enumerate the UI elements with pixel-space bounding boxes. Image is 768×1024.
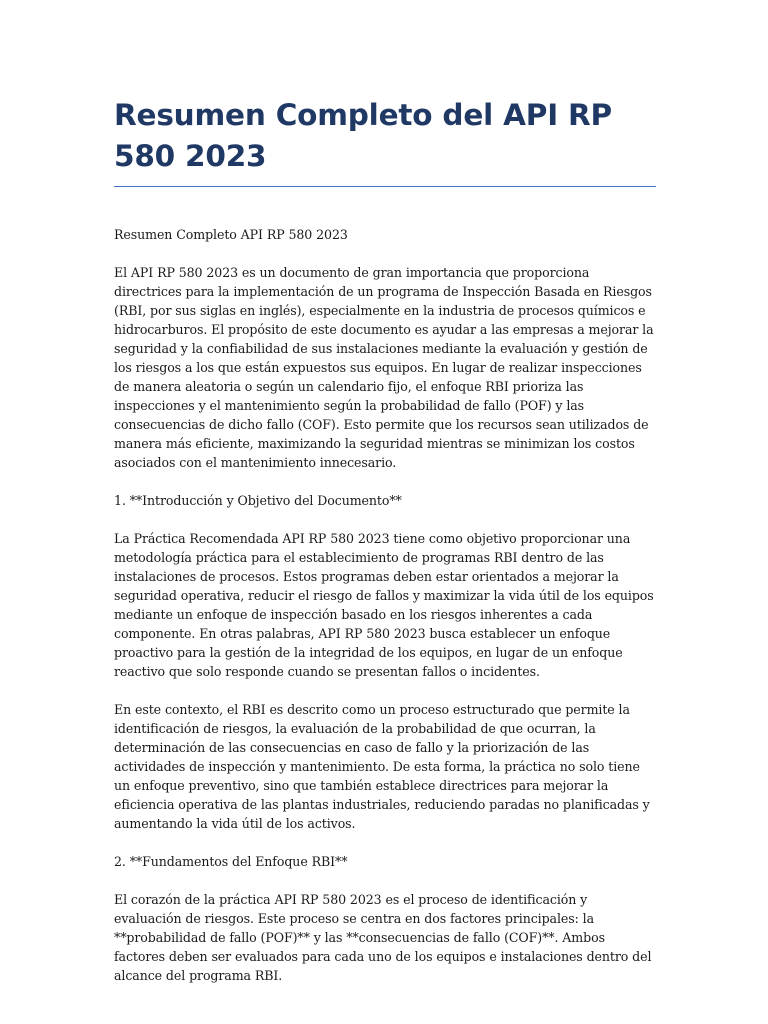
document-body [114,225,656,985]
section-heading-2: 2. **Fundamentos del Enfoque RBI** [114,854,348,869]
section-1-paragraph-1: La Práctica Recomendada API RP 580 2023 tiene como objetivo proporcionar una metodología práctica para el establecimiento de programas RBI dentro de las instalaciones de procesos. Estos programas deben estar orientados a mejorar la seguridad operativa, reducir el riesgo de fallos y maximizar la vida útil de los equipos mediante un enfoque de inspección basado en los riesgos inherentes a cada componente. En otras palabras, API RP 580 2023 busca establecer un enfoque proactivo para la gestión de la integridad de los equipos, en lugar de un enfoque reactivo que solo responde cuando se presentan fallos o incidentes. [114,531,654,679]
document-page [114,0,656,1004]
document-title: Resumen Completo del API RP 580 2023 [114,98,612,173]
section-2-paragraph-1: El corazón de la práctica API RP 580 2023 es el proceso de identificación y evaluación de riesgos. Este proceso se centra en dos factores principales: la **probabilidad de fallo (POF)** y las **consecuencias de fallo (COF)**. Ambos factores deben ser evaluados para cada uno de los equipos e instalaciones dentro del alcance del programa RBI. [114,892,652,983]
title-underline-rule [114,186,656,187]
subtitle-paragraph: Resumen Completo API RP 580 2023 [114,227,348,242]
section-1-paragraph-2: En este contexto, el RBI es descrito como un proceso estructurado que permite la identificación de riesgos, la evaluación de la probabilidad de que ocurran, la determinación de las consecuencias en caso de fallo y la priorización de las actividades de inspección y mantenimiento. De esta forma, la práctica no solo tiene un enfoque preventivo, sino que también establece directrices para mejorar la eficiencia operativa de las plantas industriales, reduciendo paradas no planificadas y aumentando la vida útil de los activos. [114,702,650,831]
section-heading-1: 1. **Introducción y Objetivo del Documento** [114,493,402,508]
intro-paragraph: El API RP 580 2023 es un documento de gran importancia que proporciona directrices para la implementación de un programa de Inspección Basada en Riesgos (RBI, por sus siglas en inglés), especialmente en la industria de procesos químicos e hidrocarburos. El propósito de este documento es ayudar a las empresas a mejorar la seguridad y la confiabilidad de sus instalaciones mediante la evaluación y gestión de los riesgos a los que están expuestos sus equipos. En lugar de realizar inspecciones de manera aleatoria o según un calendario fijo, el enfoque RBI prioriza las inspecciones y el mantenimiento según la probabilidad de fallo (POF) y las consecuencias de dicho fallo (COF). Esto permite que los recursos sean utilizados de manera más eficiente, maximizando la seguridad mientras se minimizan los costos asociados con el mantenimiento innecesario. [114,265,654,470]
